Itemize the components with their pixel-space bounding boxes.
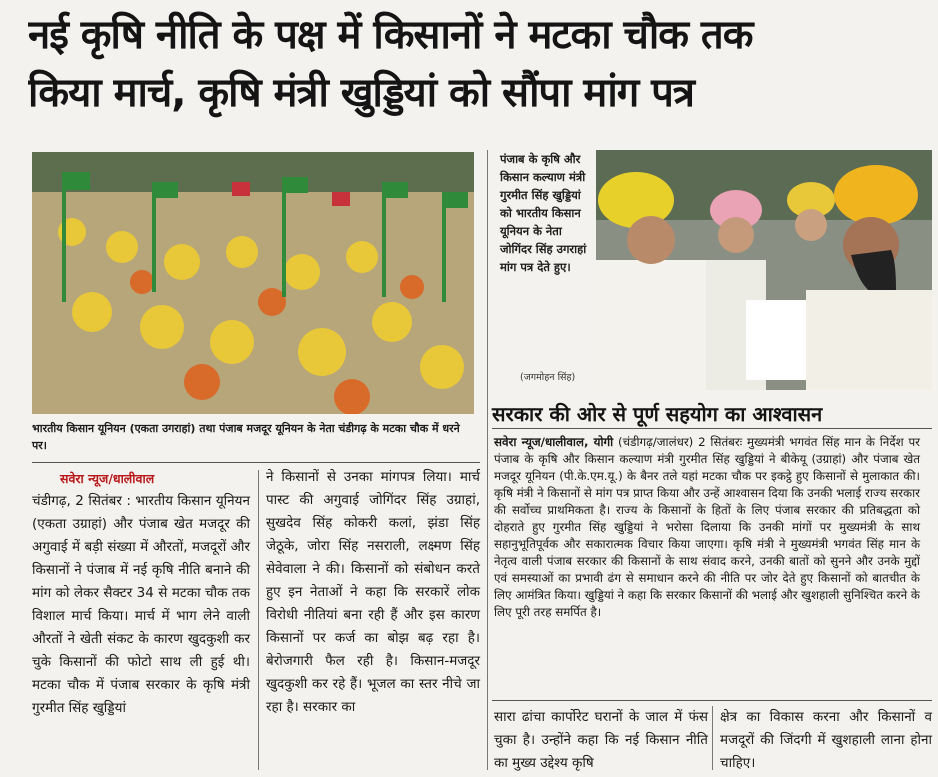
photo-bottom-caption: भारतीय किसान यूनियन (एकता उगराहां) तथा पंजाब मजदूर यूनियन के नेता चंडीगढ़ के मटका चौक में धरने पर।	[32, 422, 460, 452]
story-column-2: ने किसानों से उनका मांगपत्र लिया। मार्च पास्ट की अगुवाई जोगिंदर सिंह उग्राहां, सुखदेव सिंह कोकरी कलां, झंडा सिंह जेठूके, जोरा सिंह नसराली, लक्ष्मण सिंह सेवेवाला ने की। किसानों को संबोधन करते हुए इन नेताओं ने कहा कि सरकारें लोक विरोधी नीतियां बना रही हैं और इस कारण किसानों पर कर्ज का बोझ बढ़ रहा है। बेरोजगारी फैल रही है। किसान-मजदूर खुदकुशी कर रहे हैं। भूजल का स्तर नीचे जा रहा है। सरकार का	[266, 469, 480, 715]
divider-right	[492, 428, 932, 429]
divider-left	[32, 462, 480, 463]
divider-bottom-right	[492, 700, 932, 701]
meeting-photo	[596, 150, 932, 390]
column-rule-center	[487, 150, 488, 770]
right-story-body	[494, 434, 920, 621]
story-column-3: सारा ढांचा कार्पोरेट घरानों के जाल में फंस चुका है। उन्होंने कहा कि नई किसान नीति का मुख्य उद्देश्य कृषि	[494, 709, 708, 771]
headline-line-2: किया मार्च, कृषि मंत्री खुड्डियां को सौंपा मांग पत्र	[28, 70, 694, 116]
story-column-4: क्षेत्र का विकास करना और किसानों व मजदूरों की जिंदगी में खुशहाली लाना होना चाहिए।	[720, 709, 932, 771]
dateline: सवेरा न्यूज/धालीवाल	[60, 471, 155, 486]
headline-line-1: नई कृषि नीति के पक्ष में किसानों ने मटका चौक तक	[28, 12, 753, 58]
photo-credit: (जगमोहन सिंह)	[520, 372, 576, 383]
headline	[8, 6, 932, 146]
story-column-1: चंडीगढ़, 2 सितंबर : भारतीय किसान यूनियन (एकता उग्राहां) और पंजाब खेत मजदूर की अगुवाई में बड़ी संख्या में औरतों, मजदूरों और किसानों ने पंजाब में नई कृषि नीति बनाने की मांग को लेकर सैक्टर 34 से मटका चौक तक विशाल मार्च किया। मार्च में भाग लेने वाली औरतों ने खेती संकट के कारण खुदकुशी कर चुके किसानों की फोटो साथ ली हुई थी। मटका चौक में पंजाब सरकार के कृषि मंत्री गुरमीत सिंह खुड्डियां	[32, 493, 250, 716]
byline: सवेरा न्यूज/धालीवाल, योगी	[494, 435, 614, 449]
rally-photo	[32, 152, 474, 414]
column-rule-left	[258, 470, 259, 770]
right-story-text: (चंडीगढ़/जालंधर) 2 सितंबरः मुख्यमंत्री भगवंत सिंह मान के निर्देश पर पंजाब के कृषि और किसान कल्याण मंत्री गुरमीत सिंह खुड्डियां ने बीकेयू (उग्राहां) और पंजाब खेत मजदूर यूनियन (पी.के.एम.यू.) के बैनर तले यहां मटका चौक पर इकट्ठे हुए किसानों से मुलाकात की। कृषि मंत्री ने किसानों से मांग पत्र प्राप्त किया और उन्हें आश्वासन दिया कि उनकी भलाई राज्य सरकार की सर्वोच्च प्राथमिकता है। राज्य के किसानों के हितों के लिए पंजाब सरकार की प्रतिबद्धता को दोहराते हुए गुरमीत सिंह खुड्डियां ने भरोसा दिलाया कि उनकी मांगों पर मुख्यमंत्री के साथ सहानुभूतिपूर्वक और सकारात्मक विचार किया जाएगा। कृषि मंत्री ने मुख्यमंत्री भगवंत सिंह मान के नेतृत्व वाली पंजाब सरकार की किसानों के साथ संवाद करने, उनकी बातों को सुनने और उनके मुद्दों एवं समस्याओं का प्रभावी ढंग से समाधान करने की नीति पर जोर देते हुए किसानों को बातचीत के लिए आमंत्रित किया। खुड्डियां ने कहा कि सरकार किसानों की भलाई और खुशहाली सुनिश्चित करने के लिए पूरी तरह समर्पित है।	[494, 435, 920, 619]
photo-side-caption: पंजाब के कृषि और किसान कल्याण मंत्री गुरमीत सिंह खुड्डियां को भारतीय किसान यूनियन के नेता जोगिंदर सिंह उगराहां मांग पत्र देते हुए।	[500, 152, 587, 274]
column-rule-right	[712, 706, 713, 770]
subheadline: सरकार की ओर से पूर्ण सहयोग का आश्वासन	[492, 402, 823, 426]
